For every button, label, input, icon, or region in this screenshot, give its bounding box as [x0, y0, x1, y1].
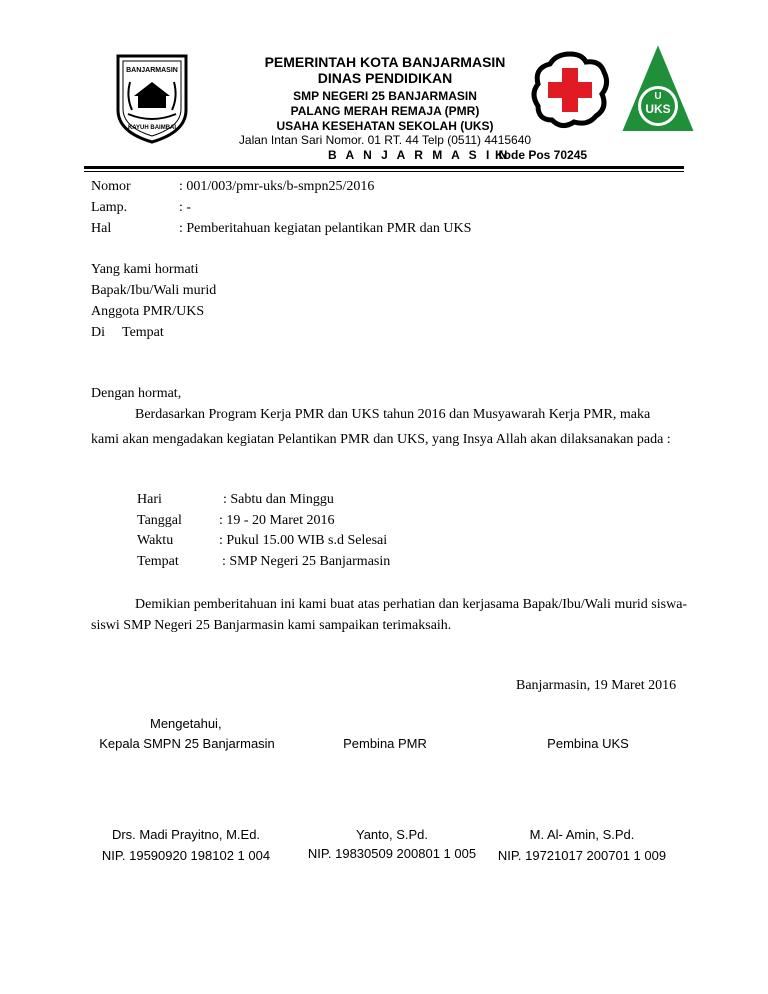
paragraph-1-line-1: Berdasarkan Program Kerja PMR dan UKS tahun 2016 dan Musyawarah Kerja PMR, maka — [135, 407, 651, 422]
recipient-line-2: Bapak/Ibu/Wali murid — [91, 283, 217, 298]
mengetahui-label: Mengetahui, — [150, 716, 222, 731]
detail-label: Hari — [137, 492, 162, 507]
place-date: Banjarmasin, 19 Maret 2016 — [516, 678, 677, 693]
detail-label: Tanggal — [137, 513, 182, 528]
uks-logo — [620, 44, 696, 136]
recipient-line-1: Yang kami hormati — [91, 262, 199, 277]
banjarmasin-city-logo — [112, 52, 192, 144]
detail-value: : Sabtu dan Minggu — [223, 492, 334, 507]
letterhead-thin-rule — [84, 171, 684, 172]
letterhead-uks: USAHA KESEHATAN SEKOLAH (UKS) — [276, 119, 494, 133]
lamp-value: : - — [179, 200, 192, 215]
pmr-red-cross-logo — [530, 50, 610, 130]
nomor-value: : 001/003/pmr-uks/b-smpn25/2016 — [179, 179, 375, 194]
signer-title: Pembina UKS — [547, 736, 629, 751]
city-logo-bottom-text: KAYUH BAIMBAI — [127, 125, 177, 131]
nomor-label: Nomor — [91, 179, 131, 194]
paragraph-1-line-2: kami akan mengadakan kegiatan Pelantikan PMR dan UKS, yang Insya Allah akan dilaksanakan pada : — [91, 432, 671, 447]
signer-title: Pembina PMR — [343, 736, 427, 751]
signer-nip: NIP. 19830509 200801 1 005 — [307, 846, 477, 861]
detail-value: : SMP Negeri 25 Banjarmasin — [222, 554, 391, 569]
detail-value: : 19 - 20 Maret 2016 — [219, 513, 335, 528]
uks-logo-letter: U — [654, 91, 662, 102]
lamp-label: Lamp. — [91, 200, 128, 215]
paragraph-2-line-2: siswi SMP Negeri 25 Banjarmasin kami sampaikan terimaksaih. — [91, 618, 452, 633]
signer-nip: NIP. 19590920 198102 1 004 — [101, 848, 271, 863]
signer-nip: NIP. 19721017 200701 1 009 — [497, 848, 667, 863]
hal-label: Hal — [91, 221, 112, 236]
signer-name: Yanto, S.Pd. — [355, 827, 429, 842]
letterhead-city: B A N J A R M A S I N — [328, 148, 511, 162]
letterhead-school: SMP NEGERI 25 BANJARMASIN — [293, 89, 477, 103]
detail-value: : Pukul 15.00 WIB s.d Selesai — [219, 533, 388, 548]
letterhead-pmr: PALANG MERAH REMAJA (PMR) — [290, 104, 480, 118]
signer-title: Kepala SMPN 25 Banjarmasin — [99, 736, 275, 751]
signer-name: M. Al- Amin, S.Pd. — [529, 827, 635, 842]
letterhead-thick-rule — [84, 166, 684, 169]
detail-label: Waktu — [137, 533, 174, 548]
recipient-line-4a: Di — [91, 325, 105, 340]
recipient-line-3: Anggota PMR/UKS — [91, 304, 205, 319]
hal-value: : Pemberitahuan kegiatan pelantikan PMR dan UKS — [179, 221, 472, 236]
letterhead-government: PEMERINTAH KOTA BANJARMASIN — [264, 54, 506, 70]
city-logo-top-text: BANJARMASIN — [126, 67, 178, 74]
recipient-line-4b: Tempat — [122, 325, 164, 340]
uks-logo-text: UKS — [645, 102, 671, 116]
detail-label: Tempat — [137, 554, 179, 569]
letterhead-department: DINAS PENDIDIKAN — [317, 70, 453, 86]
letterhead-address: Jalan Intan Sari Nomor. 01 RT. 44 Telp (0511) 4415640 — [238, 133, 532, 147]
paragraph-2-line-1: Demikian pemberitahuan ini kami buat atas perhatian dan kerjasama Bapak/Ibu/Wali murid siswa- — [135, 597, 688, 612]
signer-name: Drs. Madi Prayitno, M.Ed. — [111, 827, 261, 842]
letterhead-postal-code: Kode Pos 70245 — [495, 148, 588, 162]
greeting: Dengan hormat, — [91, 386, 182, 401]
